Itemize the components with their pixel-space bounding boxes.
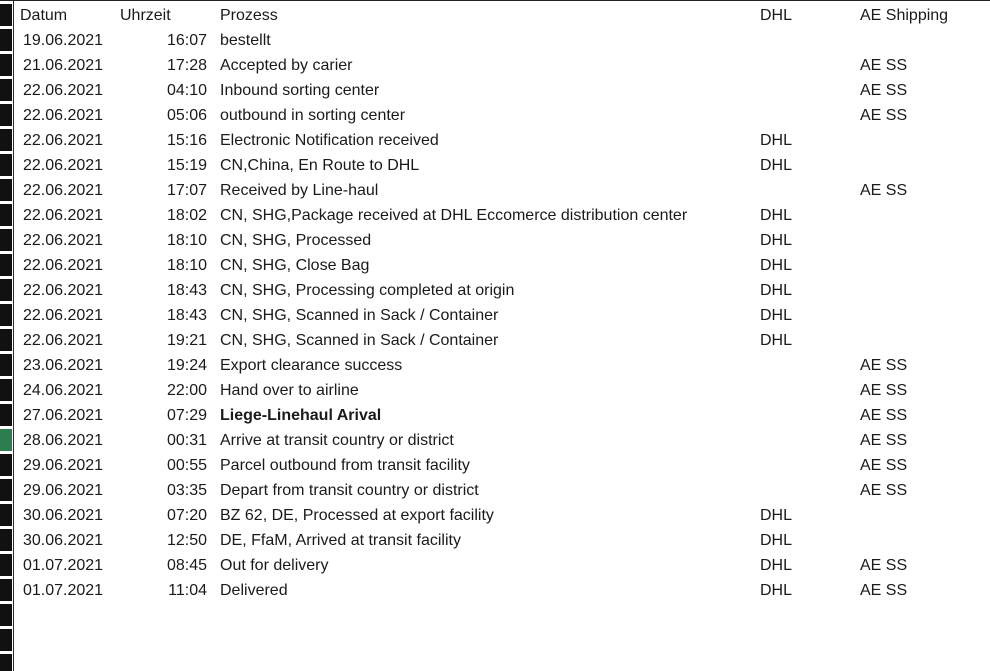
cell-process[interactable]: BZ 62, DE, Processed at export facility bbox=[220, 507, 494, 524]
cell-ae-shipping[interactable]: AE SS bbox=[860, 457, 908, 474]
row-marker[interactable] bbox=[0, 254, 12, 276]
row-marker[interactable] bbox=[0, 4, 12, 26]
cell-time[interactable]: 18:43 bbox=[166, 282, 207, 299]
cell-time[interactable]: 05:06 bbox=[166, 107, 207, 124]
cell-date[interactable]: 28.06.2021 bbox=[23, 432, 104, 449]
cell-date[interactable]: 23.06.2021 bbox=[23, 357, 104, 374]
table-row bbox=[14, 253, 990, 278]
row-marker[interactable] bbox=[0, 504, 12, 526]
table-row bbox=[14, 553, 990, 578]
table-row bbox=[14, 328, 990, 353]
row-marker[interactable] bbox=[0, 29, 12, 51]
cell-time[interactable]: 16:07 bbox=[166, 32, 207, 49]
cell-process[interactable]: Accepted by carier bbox=[220, 57, 353, 74]
row-marker[interactable] bbox=[0, 529, 12, 551]
cell-process[interactable]: bestellt bbox=[220, 32, 271, 49]
cell-time[interactable]: 18:43 bbox=[166, 307, 207, 324]
cell-dhl[interactable] bbox=[760, 28, 850, 53]
cell-ae-shipping[interactable] bbox=[860, 153, 990, 178]
row-marker[interactable] bbox=[0, 354, 12, 376]
cell-time[interactable]: 18:10 bbox=[166, 232, 207, 249]
table-row bbox=[14, 78, 990, 103]
cell-ae-shipping[interactable] bbox=[860, 228, 990, 253]
header-time[interactable]: Uhrzeit bbox=[120, 7, 171, 24]
cell-dhl[interactable] bbox=[760, 78, 850, 103]
cell-ae-shipping[interactable] bbox=[860, 28, 990, 53]
cell-date[interactable]: 01.07.2021 bbox=[23, 582, 104, 599]
row-marker[interactable] bbox=[0, 554, 12, 576]
table-row bbox=[14, 303, 990, 328]
cell-ae-shipping[interactable]: AE SS bbox=[860, 357, 908, 374]
cell-process[interactable]: Inbound sorting center bbox=[220, 82, 380, 99]
active-row-marker[interactable] bbox=[0, 429, 12, 451]
cell-process[interactable]: Hand over to airline bbox=[220, 382, 359, 399]
cell-time[interactable]: 15:19 bbox=[166, 157, 207, 174]
row-marker[interactable] bbox=[0, 454, 12, 476]
cell-date[interactable]: 21.06.2021 bbox=[23, 57, 104, 74]
cell-ae-shipping[interactable] bbox=[860, 278, 990, 303]
cell-ae-shipping[interactable] bbox=[860, 253, 990, 278]
row-marker[interactable] bbox=[0, 104, 12, 126]
cell-dhl[interactable]: DHL bbox=[760, 557, 793, 574]
cell-time[interactable]: 00:55 bbox=[166, 457, 207, 474]
cell-ae-shipping[interactable] bbox=[860, 303, 990, 328]
cell-process[interactable]: CN, SHG, Close Bag bbox=[220, 257, 370, 274]
cell-time[interactable]: 19:24 bbox=[166, 357, 207, 374]
cell-time[interactable]: 17:07 bbox=[166, 182, 207, 199]
row-marker[interactable] bbox=[0, 329, 12, 351]
row-marker[interactable] bbox=[0, 479, 12, 501]
cell-process[interactable]: Liege-Linehaul Arival bbox=[220, 407, 382, 424]
cell-time[interactable]: 07:20 bbox=[166, 507, 207, 524]
table-row bbox=[14, 103, 990, 128]
cell-ae-shipping[interactable] bbox=[860, 203, 990, 228]
cell-time[interactable]: 18:10 bbox=[166, 257, 207, 274]
cell-date[interactable]: 22.06.2021 bbox=[23, 307, 104, 324]
table-row bbox=[14, 203, 990, 228]
cell-ae-shipping[interactable]: AE SS bbox=[860, 407, 908, 424]
table-row bbox=[14, 28, 990, 53]
table-row bbox=[14, 53, 990, 78]
cell-process[interactable]: Out for delivery bbox=[220, 557, 329, 574]
cell-ae-shipping[interactable]: AE SS bbox=[860, 432, 908, 449]
table-row bbox=[14, 478, 990, 503]
cell-time[interactable]: 18:02 bbox=[166, 207, 207, 224]
row-marker[interactable] bbox=[0, 79, 12, 101]
cell-process[interactable]: CN, SHG, Processing completed at origin bbox=[220, 282, 515, 299]
cell-date[interactable]: 22.06.2021 bbox=[23, 82, 104, 99]
table-row bbox=[14, 453, 990, 478]
table-row bbox=[14, 378, 990, 403]
cell-dhl[interactable]: DHL bbox=[760, 307, 793, 324]
cell-dhl[interactable] bbox=[760, 103, 850, 128]
cell-dhl[interactable] bbox=[760, 53, 850, 78]
table-row bbox=[14, 428, 990, 453]
cell-ae-shipping[interactable]: AE SS bbox=[860, 482, 908, 499]
cell-date[interactable]: 30.06.2021 bbox=[23, 532, 104, 549]
cell-time[interactable]: 07:29 bbox=[166, 407, 207, 424]
cell-time[interactable]: 08:45 bbox=[166, 557, 207, 574]
row-marker[interactable] bbox=[0, 54, 12, 76]
cell-process[interactable]: CN,China, En Route to DHL bbox=[220, 157, 420, 174]
header-ae-shipping[interactable]: AE Shipping bbox=[860, 7, 949, 24]
cell-date[interactable]: 22.06.2021 bbox=[23, 132, 104, 149]
cell-time[interactable]: 12:50 bbox=[166, 532, 207, 549]
cell-dhl[interactable]: DHL bbox=[760, 332, 793, 349]
cell-date[interactable]: 22.06.2021 bbox=[23, 332, 104, 349]
cell-time[interactable]: 00:31 bbox=[166, 432, 207, 449]
table-row bbox=[14, 503, 990, 528]
cell-time[interactable]: 19:21 bbox=[166, 332, 207, 349]
cell-ae-shipping[interactable] bbox=[860, 128, 990, 153]
cell-ae-shipping[interactable]: AE SS bbox=[860, 382, 908, 399]
header-dhl[interactable]: DHL bbox=[760, 7, 793, 24]
cell-dhl[interactable] bbox=[760, 428, 850, 453]
row-marker[interactable] bbox=[0, 154, 12, 176]
header-date[interactable]: Datum bbox=[20, 7, 68, 24]
cell-dhl[interactable] bbox=[760, 378, 850, 403]
cell-process[interactable]: Electronic Notification received bbox=[220, 132, 439, 149]
cell-ae-shipping[interactable]: AE SS bbox=[860, 82, 908, 99]
cell-date[interactable]: 27.06.2021 bbox=[23, 407, 104, 424]
cell-date[interactable]: 22.06.2021 bbox=[23, 182, 104, 199]
table-row bbox=[14, 128, 990, 153]
cell-dhl[interactable]: DHL bbox=[760, 532, 793, 549]
row-marker[interactable] bbox=[0, 629, 12, 651]
tracking-table bbox=[14, 3, 990, 603]
cell-dhl[interactable] bbox=[760, 353, 850, 378]
cell-date[interactable]: 22.06.2021 bbox=[23, 157, 104, 174]
table-row bbox=[14, 403, 990, 428]
cell-date[interactable]: 22.06.2021 bbox=[23, 107, 104, 124]
row-marker[interactable] bbox=[0, 604, 12, 626]
cell-process[interactable]: Received by Line-haul bbox=[220, 182, 379, 199]
row-marker[interactable] bbox=[0, 379, 12, 401]
cell-date[interactable]: 01.07.2021 bbox=[23, 557, 104, 574]
row-marker[interactable] bbox=[0, 279, 12, 301]
cell-ae-shipping[interactable]: AE SS bbox=[860, 557, 908, 574]
header-process[interactable]: Prozess bbox=[220, 7, 278, 24]
cell-time[interactable]: 04:10 bbox=[166, 82, 207, 99]
cell-date[interactable]: 29.06.2021 bbox=[23, 482, 104, 499]
cell-process[interactable]: Arrive at transit country or district bbox=[220, 432, 454, 449]
cell-date[interactable]: 29.06.2021 bbox=[23, 457, 104, 474]
cell-date[interactable]: 19.06.2021 bbox=[23, 32, 104, 49]
cell-time[interactable]: 22:00 bbox=[166, 382, 207, 399]
cell-dhl[interactable]: DHL bbox=[760, 582, 793, 599]
cell-process[interactable]: Export clearance success bbox=[220, 357, 403, 374]
cell-dhl[interactable]: DHL bbox=[760, 507, 793, 524]
cell-process[interactable]: outbound in sorting center bbox=[220, 107, 406, 124]
cell-process[interactable]: CN, SHG, Scanned in Sack / Container bbox=[220, 307, 499, 324]
cell-ae-shipping[interactable]: AE SS bbox=[860, 582, 908, 599]
cell-time[interactable]: 03:35 bbox=[166, 482, 207, 499]
cell-date[interactable]: 22.06.2021 bbox=[23, 207, 104, 224]
cell-dhl[interactable]: DHL bbox=[760, 157, 793, 174]
cell-ae-shipping[interactable]: AE SS bbox=[860, 107, 908, 124]
table-row bbox=[14, 528, 990, 553]
cell-ae-shipping[interactable]: AE SS bbox=[860, 182, 908, 199]
row-marker[interactable] bbox=[0, 229, 12, 251]
cell-process[interactable]: Delivered bbox=[220, 582, 288, 599]
cell-dhl[interactable]: DHL bbox=[760, 207, 793, 224]
cell-dhl[interactable]: DHL bbox=[760, 282, 793, 299]
cell-date[interactable]: 24.06.2021 bbox=[23, 382, 104, 399]
row-marker[interactable] bbox=[0, 579, 12, 601]
header-row bbox=[14, 3, 990, 28]
row-marker[interactable] bbox=[0, 204, 12, 226]
row-marker[interactable] bbox=[0, 179, 12, 201]
cell-dhl[interactable] bbox=[760, 478, 850, 503]
table-row bbox=[14, 228, 990, 253]
row-marker[interactable] bbox=[0, 304, 12, 326]
cell-dhl[interactable]: DHL bbox=[760, 257, 793, 274]
cell-time[interactable]: 11:04 bbox=[168, 582, 207, 599]
cell-ae-shipping[interactable] bbox=[860, 503, 990, 528]
row-marker[interactable] bbox=[0, 654, 12, 671]
cell-ae-shipping[interactable]: AE SS bbox=[860, 57, 908, 74]
cell-dhl[interactable] bbox=[760, 403, 850, 428]
table-row bbox=[14, 278, 990, 303]
cell-date[interactable]: 22.06.2021 bbox=[23, 282, 104, 299]
cell-date[interactable]: 22.06.2021 bbox=[23, 257, 104, 274]
table-row bbox=[14, 153, 990, 178]
cell-process[interactable]: CN, SHG, Scanned in Sack / Container bbox=[220, 332, 499, 349]
cell-dhl[interactable]: DHL bbox=[760, 132, 793, 149]
cell-process[interactable]: Depart from transit country or district bbox=[220, 482, 479, 499]
cell-ae-shipping[interactable] bbox=[860, 528, 990, 553]
cell-process[interactable]: Parcel outbound from transit facility bbox=[220, 457, 470, 474]
cell-time[interactable]: 15:16 bbox=[166, 132, 207, 149]
cell-process[interactable]: CN, SHG, Processed bbox=[220, 232, 372, 249]
row-marker[interactable] bbox=[0, 404, 12, 426]
table-row bbox=[14, 353, 990, 378]
row-header-gutter[interactable] bbox=[0, 1, 14, 671]
cell-time[interactable]: 17:28 bbox=[166, 57, 207, 74]
table-row bbox=[14, 578, 990, 603]
cell-process[interactable]: DE, FfaM, Arrived at transit facility bbox=[220, 532, 461, 549]
cell-dhl[interactable]: DHL bbox=[760, 232, 793, 249]
cell-ae-shipping[interactable] bbox=[860, 328, 990, 353]
cell-process[interactable]: CN, SHG,Package received at DHL Eccomerce distribution center bbox=[220, 207, 688, 224]
cell-dhl[interactable] bbox=[760, 178, 850, 203]
cell-date[interactable]: 22.06.2021 bbox=[23, 232, 104, 249]
table-row bbox=[14, 178, 990, 203]
cell-date[interactable]: 30.06.2021 bbox=[23, 507, 104, 524]
cell-dhl[interactable] bbox=[760, 453, 850, 478]
row-marker[interactable] bbox=[0, 129, 12, 151]
